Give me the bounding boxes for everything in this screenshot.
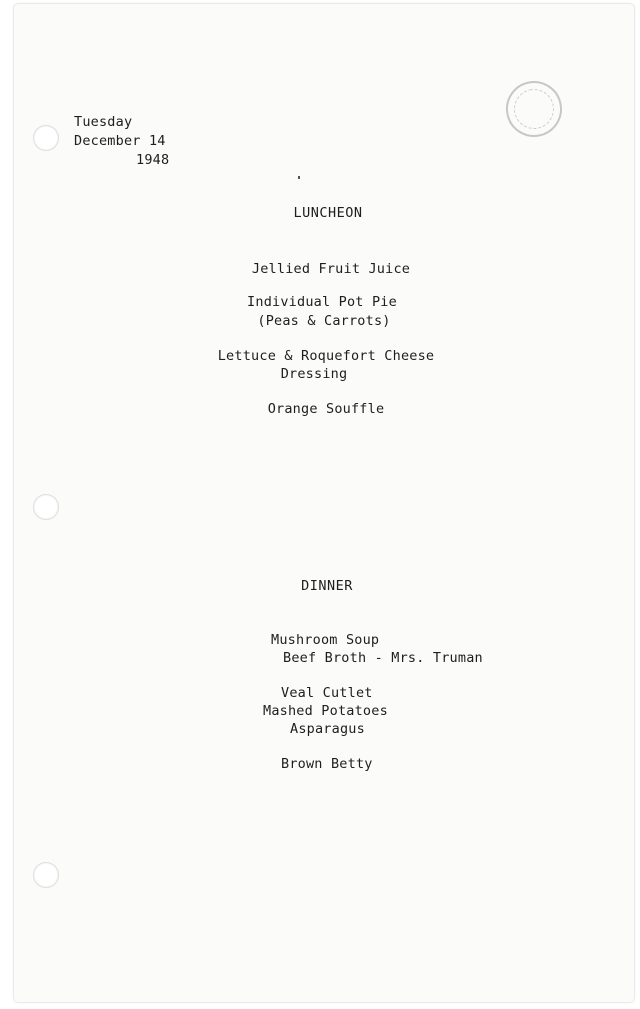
luncheon-heading: LUNCHEON: [293, 205, 363, 221]
date-month-day: December 14: [74, 133, 166, 149]
menu-item: Mashed Potatoes: [263, 703, 388, 719]
menu-item: Individual Pot Pie: [247, 294, 397, 310]
binder-hole: [33, 494, 59, 520]
archive-stamp-icon: [501, 76, 567, 142]
menu-item: Brown Betty: [281, 756, 373, 772]
ink-mark: [298, 176, 300, 179]
menu-item: Orange Souffle: [267, 401, 385, 417]
menu-item: Mushroom Soup: [271, 632, 380, 648]
menu-item: Lettuce & Roquefort Cheese: [217, 348, 435, 364]
binder-hole: [33, 125, 59, 151]
date-year: 1948: [136, 152, 170, 168]
menu-item: Veal Cutlet: [281, 685, 373, 701]
binder-hole: [33, 862, 59, 888]
menu-item: Dressing: [280, 366, 348, 382]
date-weekday: Tuesday: [74, 114, 133, 130]
menu-item: Asparagus: [290, 721, 365, 737]
menu-item: (Peas & Carrots): [257, 313, 391, 329]
menu-item: Beef Broth - Mrs. Truman: [283, 650, 483, 666]
dinner-heading: DINNER: [301, 578, 353, 594]
menu-item: Jellied Fruit Juice: [251, 261, 411, 277]
typed-page: [14, 4, 634, 1002]
